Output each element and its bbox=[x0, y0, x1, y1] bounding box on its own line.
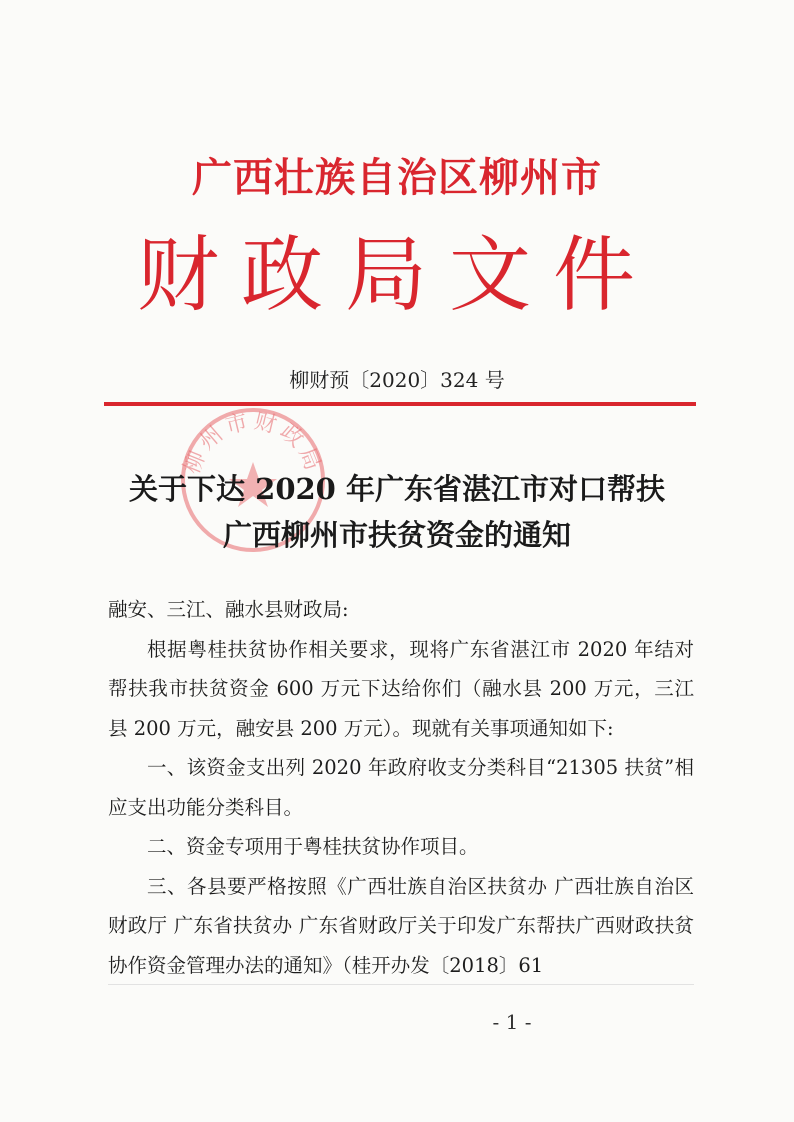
document-type-heading: 财政局文件 bbox=[136, 228, 657, 323]
title-line-2: 广西柳州市扶贫资金的通知 bbox=[222, 518, 571, 552]
issuer-name: 广西壮族自治区柳州市 bbox=[192, 155, 602, 201]
salutation: 融安、三江、融水县财政局: bbox=[108, 598, 349, 621]
document-body bbox=[108, 590, 694, 985]
document-title bbox=[0, 466, 794, 558]
footer-divider bbox=[108, 984, 694, 985]
body-paragraph: 二、资金专项用于粤桂扶贫协作项目。 bbox=[147, 835, 479, 858]
body-paragraph: 根据粤桂扶贫协作相关要求，现将广东省湛江市 2020 年结对帮扶我市扶贫资金 600 万元下达给你们（融水县 200 万元，三江县 200 万元，融安县 200 万元）。现就有关事项通知如下: bbox=[108, 637, 694, 740]
document-number: 柳财预〔2020〕324 号 bbox=[289, 368, 505, 392]
page-number: - 1 - bbox=[492, 1010, 532, 1034]
title-line-1: 关于下达 2020 年广东省湛江市对口帮扶 bbox=[129, 472, 665, 506]
body-paragraph: 一、该资金支出列 2020 年政府收支分类科目“21305 扶贫”相应支出功能分类科目。 bbox=[108, 756, 694, 819]
seal-text: 柳州市财政局 bbox=[179, 409, 327, 478]
body-paragraph: 三、各县要严格按照《广西壮族自治区扶贫办 广西壮族自治区财政厅 广东省扶贫办 广东省财政厅关于印发广东帮扶广西财政扶贫协作资金管理办法的通知》（桂开办发〔2018〕61 bbox=[108, 874, 694, 977]
